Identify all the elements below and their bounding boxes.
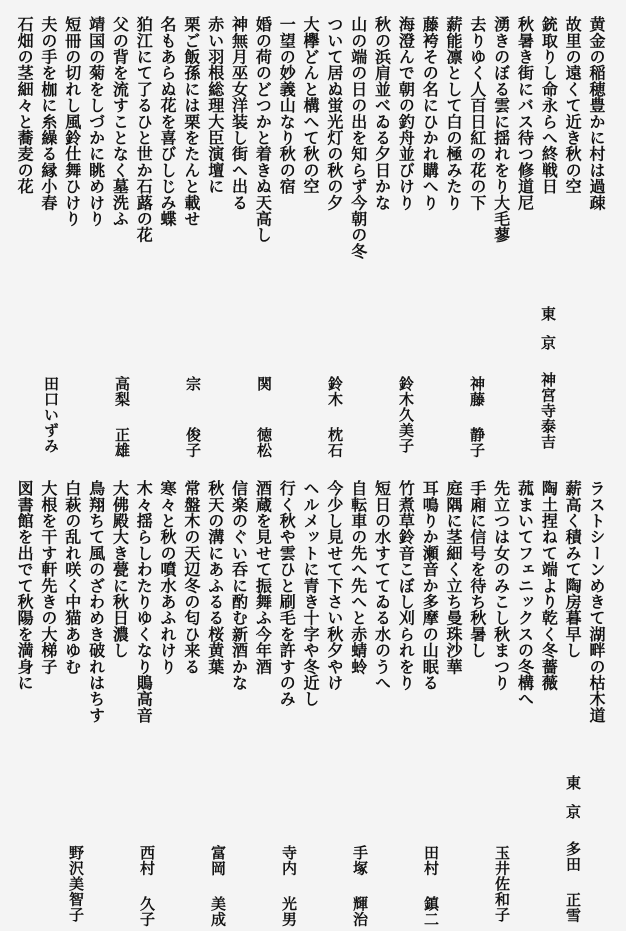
poem-line: 信楽のぐい呑に酌む新酒かな bbox=[229, 480, 249, 691]
author-name-stack bbox=[397, 376, 415, 458]
poem-line: 秋天の溝にあふるる桜黄葉 bbox=[205, 480, 225, 675]
author-name bbox=[184, 376, 202, 458]
poem-line: 薪高く積みて陶房暮早し bbox=[563, 480, 583, 659]
author-name-stack bbox=[493, 845, 511, 927]
poem-line: 神無月巫女洋装し街へ出る bbox=[229, 16, 249, 211]
author-name-top: 関 bbox=[255, 376, 273, 392]
poem-line: 陶土捏ねて端より乾く冬薔薇 bbox=[539, 480, 559, 691]
poem-line: 婚の荷のどつかと着きぬ天高し bbox=[253, 16, 273, 243]
author-name-top: 西村 bbox=[138, 845, 156, 876]
author-name-stack bbox=[564, 841, 582, 923]
poem-line: 先立つは女のみこし秋まつり bbox=[491, 480, 511, 691]
poem-line: 藤袴その名にひかれ購へり bbox=[420, 16, 440, 211]
author-name-bottom: 静子 bbox=[468, 427, 486, 458]
poem-line: 黄金の稲穂豊かに村は過疎 bbox=[587, 16, 606, 211]
author-prefecture: 東京 bbox=[539, 306, 557, 364]
author-name-bottom: 美成 bbox=[209, 896, 227, 927]
author-name bbox=[326, 376, 344, 458]
poem-line: 手廂に信号を待ち秋暑し bbox=[467, 480, 487, 659]
poem-line: 図書館を出でて秋陽を満身に bbox=[15, 480, 35, 691]
poem-line: 一望の妙義山なり秋の宿 bbox=[277, 16, 297, 195]
poem-line: 薪能凛として白の極みたり bbox=[444, 16, 464, 211]
poem-line: 菰まいてフェニックスの冬構へ bbox=[515, 480, 535, 707]
poem-line: 石畑の茎細々と蕎麦の花 bbox=[15, 16, 35, 195]
author-name-stack bbox=[255, 376, 273, 458]
author-name-stack bbox=[138, 845, 156, 927]
poem-line: 木々揺らしわたりゆくなり鵙高音 bbox=[134, 480, 154, 723]
poem-line: 大根を干す軒先きの大梯子 bbox=[38, 480, 58, 675]
poem-line: ラストシーンめきて湖畔の枯木道 bbox=[587, 480, 606, 723]
poem-line: 自転車の先へ先へと赤蜻蛉 bbox=[348, 480, 368, 675]
author-name-bottom: 正雪 bbox=[564, 892, 582, 923]
poem-line: ヘルメットに青き十字や冬近し bbox=[301, 480, 321, 707]
poem-line: 今少し見せて下さい秋夕やけ bbox=[324, 480, 344, 691]
poem-line: 海澄んで朝の釣舟並びけり bbox=[396, 16, 416, 211]
author-name-bottom: 徳松 bbox=[255, 427, 273, 458]
poem-line: 夫の手を枷に糸繰る縁小春 bbox=[38, 16, 58, 211]
author-name-top: 神藤 bbox=[468, 376, 486, 407]
poem-line: 寒々と秋の噴水あふれけり bbox=[158, 480, 178, 675]
author-name-top: 富岡 bbox=[209, 845, 227, 876]
poem-line: 去りゆく人百日紅の花の下 bbox=[467, 16, 487, 211]
author-name-stack bbox=[539, 372, 557, 454]
poem-line: 父の背を流すことなく墓洗ふ bbox=[110, 16, 130, 227]
poem-line: 短日の水すててゐる水のうへ bbox=[372, 480, 392, 691]
poem-line: 短冊の切れし風鈴仕舞ひけり bbox=[62, 16, 82, 227]
author-name-top: 田村 bbox=[422, 845, 440, 876]
author-name bbox=[468, 376, 486, 458]
author-name-stack bbox=[209, 845, 227, 927]
author-name bbox=[493, 845, 511, 927]
author-prefecture: 東京 bbox=[564, 775, 582, 833]
poem-line: 大欅どんと構へて秋の空 bbox=[301, 16, 321, 195]
poem-line: 常盤木の天辺冬の匂ひ来る bbox=[181, 480, 201, 675]
author-name bbox=[113, 376, 131, 458]
author-name bbox=[280, 845, 298, 927]
author-name-top: 鈴木 bbox=[326, 376, 344, 407]
poem-line: 竹煮草鈴音こぼし刈られをり bbox=[396, 480, 416, 691]
author-name-stack bbox=[113, 376, 131, 458]
poem-line: 酒蔵を見せて振舞ふ今年酒 bbox=[253, 480, 273, 675]
poem-line: ついて居ぬ蛍光灯の秋の夕 bbox=[324, 16, 344, 211]
poem-line: 栗ご飯孫には栗をたんと載せ bbox=[181, 16, 201, 227]
poem-line: 故里の遠くて近き秋の空 bbox=[563, 16, 583, 195]
author-name bbox=[397, 376, 415, 458]
author-name-bottom: 鎮二 bbox=[422, 896, 440, 927]
poem-line: 耳鳴りか瀬音か多摩の山眠る bbox=[420, 480, 440, 691]
poem-line: 名もあらぬ花を喜びしじみ蝶 bbox=[158, 16, 178, 227]
author-name bbox=[138, 845, 156, 927]
author-name-bottom: 輝治 bbox=[351, 896, 369, 927]
author-name-top: 多田 bbox=[564, 841, 582, 872]
poem-line: 秋の浜肩並べゐる夕日かな bbox=[372, 16, 392, 211]
poem-line: 湧きのぼる雲に揺れをり大毛蓼 bbox=[491, 16, 511, 243]
author-name-top: 鈴木久美子 bbox=[397, 376, 415, 454]
author-name bbox=[539, 306, 557, 454]
poem-line: 狛江にて了るひと世か石蕗の花 bbox=[134, 16, 154, 243]
author-name-stack bbox=[280, 845, 298, 927]
poem-line: 鳥翔ちて風のざわめき破れはちす bbox=[86, 480, 106, 723]
poem-line: 山の端の日の出を知らず今朝の冬 bbox=[348, 16, 368, 259]
poem-line: 秋暑き街にバス待つ修道尼 bbox=[515, 16, 535, 211]
author-name-stack bbox=[326, 376, 344, 458]
poem-line: 銃取りし命永らへ終戦日 bbox=[539, 16, 559, 195]
author-name-stack bbox=[184, 376, 202, 458]
author-name bbox=[351, 845, 369, 927]
author-name-top: 田口いずみ bbox=[42, 376, 60, 454]
poem-line: 庭隅に茎細く立ち曼珠沙華 bbox=[444, 480, 464, 675]
author-name bbox=[42, 376, 60, 458]
author-name-bottom: 俊子 bbox=[184, 427, 202, 458]
author-name-bottom: 久子 bbox=[138, 896, 156, 927]
author-name-top: 神宮寺泰吉 bbox=[539, 372, 557, 450]
author-name-stack bbox=[468, 376, 486, 458]
poem-line: 赤い羽根総理大臣演壇に bbox=[205, 16, 225, 195]
author-name-top: 寺内 bbox=[280, 845, 298, 876]
poem-line: 大佛殿大き甍に秋日濃し bbox=[110, 480, 130, 659]
author-name-top: 高梨 bbox=[113, 376, 131, 407]
author-name-top: 宗 bbox=[184, 376, 202, 392]
author-name-bottom: 正雄 bbox=[113, 427, 131, 458]
poem-line: 行く秋や雲ひと刷毛を許すのみ bbox=[277, 480, 297, 707]
author-name bbox=[422, 845, 440, 927]
author-name-bottom: 枕石 bbox=[326, 427, 344, 458]
author-name bbox=[209, 845, 227, 927]
author-name-stack bbox=[67, 845, 85, 927]
author-name-top: 野沢美智子 bbox=[67, 845, 85, 923]
poem-line: 靖国の菊をしづかに眺めけり bbox=[86, 16, 106, 227]
author-name-top: 玉井佐和子 bbox=[493, 845, 511, 923]
author-name bbox=[564, 775, 582, 923]
author-name bbox=[67, 845, 85, 927]
author-name-stack bbox=[42, 376, 60, 458]
author-name bbox=[255, 376, 273, 458]
poem-line: 白萩の乱れ咲く中猫あゆむ bbox=[62, 480, 82, 675]
author-name-bottom: 光男 bbox=[280, 896, 298, 927]
author-name-stack bbox=[422, 845, 440, 927]
author-name-stack bbox=[351, 845, 369, 927]
author-name-top: 手塚 bbox=[351, 845, 369, 876]
